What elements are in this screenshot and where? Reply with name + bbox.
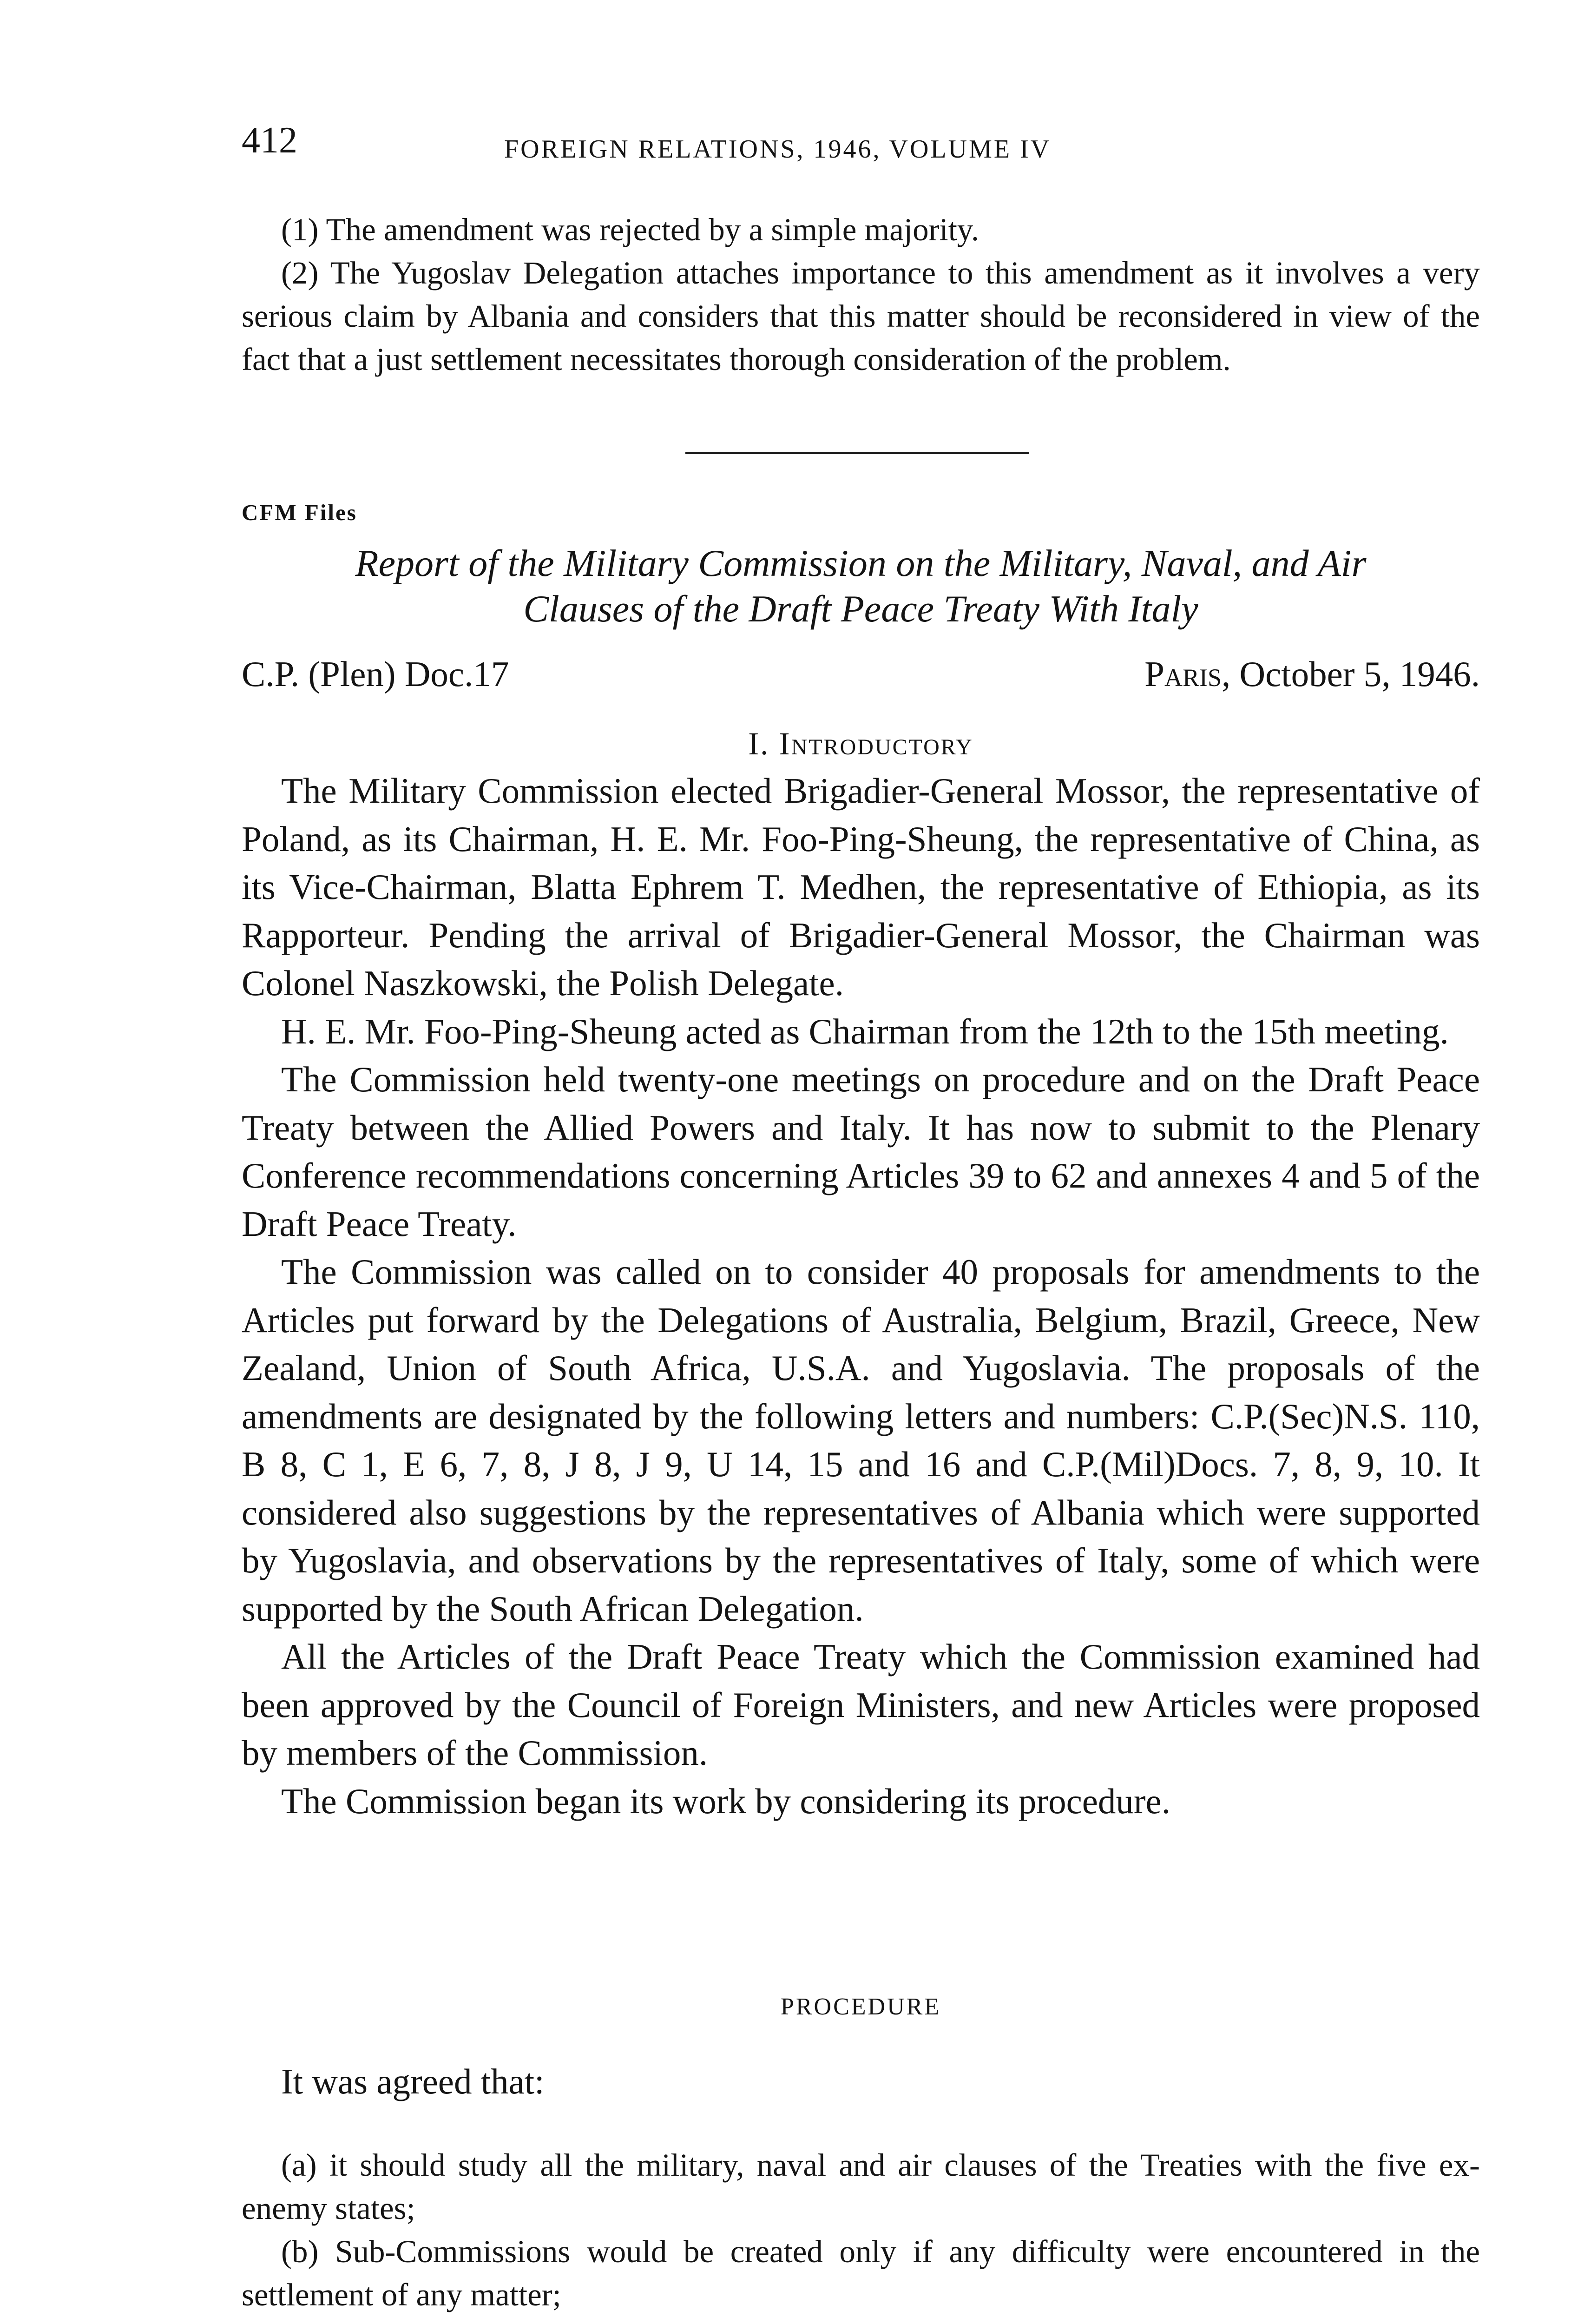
- body-paragraph: H. E. Mr. Foo-Ping-Sheung acted as Chairman from the 12th to the 15th meeting.: [281, 1011, 1449, 1051]
- agreed-item: (a) it should study all the military, naval and air clauses of the Treaties with the five ex-enemy states;: [242, 2147, 1480, 2226]
- document-title-line: Report of the Military Commission on the Military, Naval, and Air: [355, 542, 1367, 584]
- report-body: [242, 767, 1480, 1825]
- document-title-line: Clauses of the Draft Peace Treaty With Italy: [523, 588, 1198, 630]
- body-paragraph: All the Articles of the Draft Peace Treaty which the Commission examined had been approved by the Council of Foreign Ministers, and new Articles were proposed by members of the Commission.: [242, 1637, 1480, 1773]
- document-title: [242, 541, 1480, 632]
- intro-paragraph: (2) The Yugoslav Delegation attaches importance to this amendment as it involves a very serious claim by Albania and considers that this matter should be reconsidered in view of the fact that a just settlement necessitates thorough consideration of the problem.: [242, 255, 1480, 377]
- section-divider: [685, 452, 1029, 454]
- body-paragraph: The Military Commission elected Brigadier-General Mossor, the representative of Poland, as its Chairman, H. E. Mr. Foo-Ping-Sheung, the representative of China, as its Vice-Chairman, Blatta Ephrem T. Medhen, the representative of Ethiopia, as its Rapporteur. Pending the arrival of Brigadier-General Mossor, the Chairman was Colonel Naszkowski, the Polish Delegate.: [242, 771, 1480, 1003]
- section-heading: I. Introductory: [748, 726, 973, 761]
- agreed-item: (b) Sub-Commissions would be created only if any difficulty were encountered in the settlement of any matter;: [242, 2234, 1480, 2312]
- running-title: FOREIGN RELATIONS, 1946, VOLUME IV: [504, 135, 1052, 164]
- procedure-heading: PROCEDURE: [780, 1994, 941, 2020]
- body-paragraph: The Commission held twenty-one meetings on procedure and on the Draft Peace Treaty between the Allied Powers and Italy. It has now to submit to the Plenary Conference recommendations concerning Articles 39 to 62 and annexes 4 and 5 of the Draft Peace Treaty.: [242, 1059, 1480, 1244]
- page-number: 412: [242, 120, 297, 161]
- document-date: , October 5, 1946.: [1222, 654, 1480, 694]
- source-label: CFM Files: [242, 500, 357, 525]
- agreed-list: [242, 2144, 1480, 2317]
- document-place-date: [1144, 656, 1480, 692]
- body-paragraph: The Commission was called on to consider 40 proposals for amendments to the Articles put forward by the Delegations of Australia, Belgium, Brazil, Greece, New Zealand, Union of South Africa, U.S.A. and Yugoslavia. The proposals of the amendments are designated by the following letters and numbers: C.P.(Sec)N.S. 110, B 8, C 1, E 6, 7, 8, J 8, J 9, U 14, 15 and 16 and C.P.(Mil)Docs. 7, 8, 9, 10. It considered also suggestions by the representatives of Albania which were supported by Yugoslavia, and observations by the representatives of Italy, some of which were supported by the South African Delegation.: [242, 1252, 1480, 1629]
- intro-paragraph: (1) The amendment was rejected by a simple majority.: [281, 212, 979, 247]
- intro-text: [242, 208, 1480, 381]
- document-place: Paris: [1144, 654, 1222, 694]
- document-reference: C.P. (Plen) Doc.17: [242, 654, 509, 694]
- agreed-intro: It was agreed that:: [281, 2061, 545, 2101]
- body-paragraph: The Commission began its work by considering its procedure.: [281, 1781, 1170, 1821]
